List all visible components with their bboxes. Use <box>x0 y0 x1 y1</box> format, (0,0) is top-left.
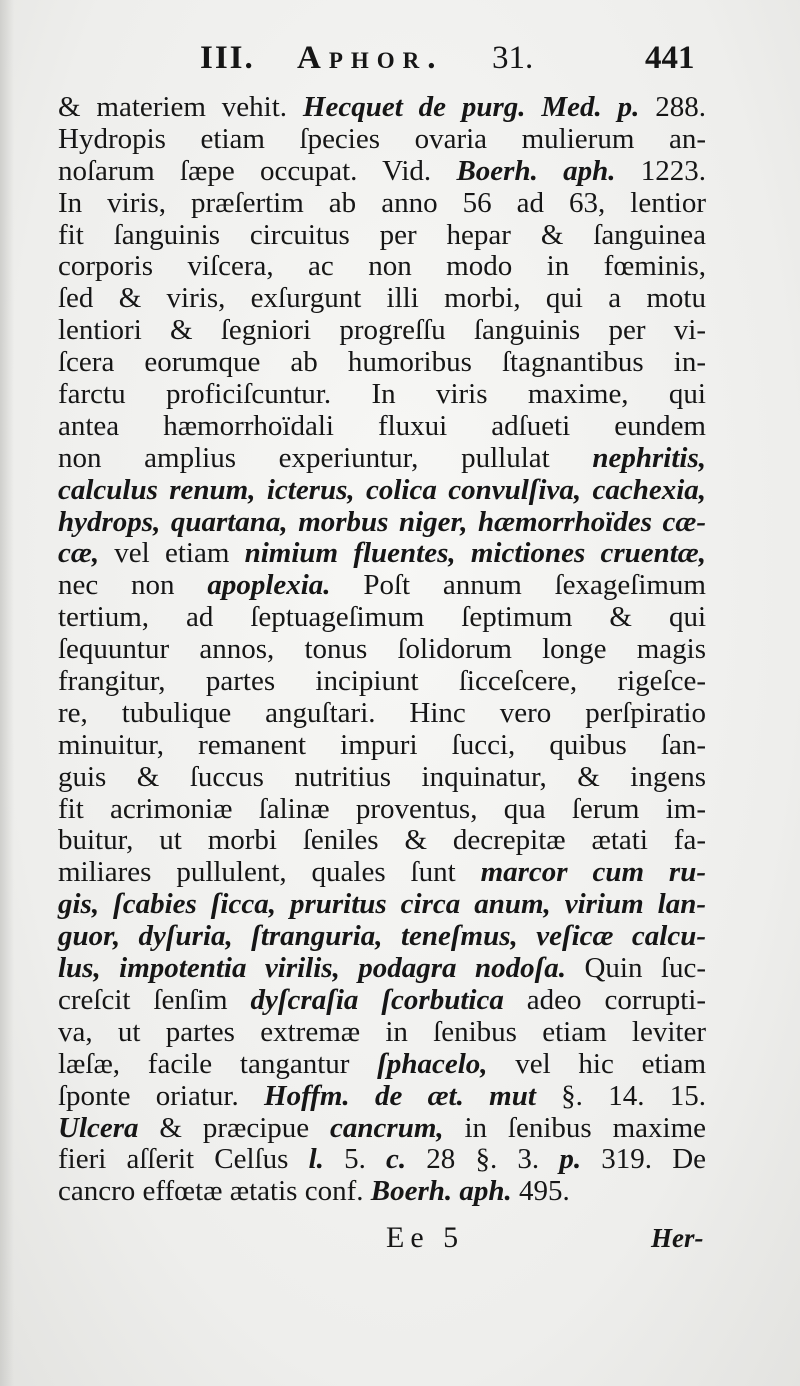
text-line <box>58 698 706 730</box>
page-gutter-shadow <box>0 0 14 1386</box>
italic-text-run: marcor cum ru- <box>480 856 706 889</box>
text-run: minuitur, remanent impuri ſucci, quibus ſan- <box>58 728 706 761</box>
text-run: guis & ſuccus nutritius inquinatur, & ingens <box>58 760 706 793</box>
text-line <box>58 315 706 347</box>
catchword: Her- <box>651 1223 704 1253</box>
text-line <box>58 794 706 826</box>
text-line <box>58 1113 706 1145</box>
text-run: adeo corrupti- <box>503 983 706 1016</box>
text-run: corporis viſcera, ac non modo in fœminis, <box>58 250 706 283</box>
text-line <box>58 283 706 315</box>
text-run: creſcit ſenſim <box>58 983 251 1016</box>
text-run: fit acrimoniæ ſalinæ proventus, qua ſerum im- <box>58 792 706 825</box>
text-run: §. 14. 15. <box>535 1079 706 1112</box>
text-run: læſæ, facile tangantur <box>58 1047 378 1080</box>
text-run: & materiem vehit. <box>58 91 303 123</box>
text-run: Hydropis etiam ſpecies ovaria mulierum an- <box>58 122 706 155</box>
text-line <box>58 825 706 857</box>
text-run: vel etiam <box>99 537 245 570</box>
body-text <box>58 92 706 1208</box>
text-line <box>58 1144 706 1176</box>
italic-text-run: p. <box>559 1143 582 1176</box>
text-line <box>58 634 706 666</box>
text-run: cancro effœtæ ætatis conf. <box>58 1175 371 1208</box>
text-run: fieri aſſerit Celſus <box>58 1143 309 1176</box>
text-run: 1223. <box>615 154 707 187</box>
text-run: & præcipue <box>138 1111 331 1144</box>
italic-text-run: nephritis, <box>592 441 706 474</box>
text-run: ſequuntur annos, tonus ſolidorum longe magis <box>58 633 706 666</box>
text-line <box>58 1017 706 1049</box>
signature-mark: Ee 5 <box>386 1221 465 1254</box>
text-run: 495. <box>511 1175 570 1208</box>
text-line <box>58 188 706 220</box>
italic-text-run: c. <box>386 1143 407 1176</box>
text-run: 5. <box>323 1143 386 1176</box>
text-run: nec non <box>58 569 208 602</box>
page-footer <box>0 1218 800 1258</box>
italic-text-run: hydrops, quartana, morbus niger, hæmorrhoïdes cæ- <box>58 505 706 538</box>
text-run: antea hæmorrhoïdali fluxui adſueti eundem <box>58 409 706 442</box>
text-line <box>58 857 706 889</box>
text-run: 28 §. 3. <box>406 1143 560 1176</box>
italic-text-run: ſphacelo, <box>377 1047 488 1080</box>
running-head-aphor: Aphor. <box>297 40 444 76</box>
text-run: tertium, ad ſeptuageſimum ſeptimum & qui <box>58 601 706 634</box>
italic-text-run: apoplexia. <box>207 569 331 602</box>
text-run: Poſt annum ſexageſimum <box>330 569 706 602</box>
italic-text-run: guor, dyſuria, ſtranguria, teneſmus, veſicæ calcu- <box>58 920 706 953</box>
italic-text-run: Boerh. aph. <box>456 154 616 187</box>
text-line <box>58 124 706 156</box>
text-line <box>58 570 706 602</box>
italic-text-run: gis, ſcabies ſicca, pruritus circa anum, virium lan- <box>58 888 706 921</box>
text-line <box>58 507 706 539</box>
italic-text-run: calculus renum, icterus, colica convulſiva, cachexia, <box>58 473 706 506</box>
text-line <box>58 475 706 507</box>
italic-text-run: l. <box>308 1143 324 1176</box>
text-line <box>58 347 706 379</box>
running-head-number: 31. <box>492 40 534 76</box>
italic-text-run: cæ, <box>58 537 100 570</box>
text-run: farctu proficiſcuntur. In viris maxime, qui <box>58 378 706 411</box>
text-run: In viris, præſertim ab anno 56 ad 63, lentior <box>58 186 706 219</box>
text-line <box>58 1081 706 1113</box>
text-line <box>58 1176 706 1208</box>
text-line <box>58 443 706 475</box>
text-line <box>58 985 706 1017</box>
text-line <box>58 1049 706 1081</box>
running-head-section: III. <box>200 40 255 76</box>
italic-text-run: dyſcraſia ſcorbutica <box>250 983 504 1016</box>
text-line <box>58 762 706 794</box>
italic-text-run: lus, impotentia virilis, podagra nodoſa. <box>58 952 567 985</box>
italic-text-run: Ulcera <box>58 1111 139 1144</box>
text-run: Quin ſuc- <box>566 952 707 985</box>
text-line <box>58 666 706 698</box>
text-line <box>58 538 706 570</box>
page-number: 441 <box>645 40 695 76</box>
italic-text-run: Hoffm. de æt. mut <box>264 1079 536 1112</box>
text-line <box>58 379 706 411</box>
text-run: ſponte oriatur. <box>58 1079 265 1112</box>
text-run: re, tubulique anguſtari. Hinc vero perſpiratio <box>58 696 706 729</box>
text-run: 319. De <box>581 1143 707 1176</box>
text-run: va, ut partes extremæ in ſenibus etiam leviter <box>58 1015 706 1048</box>
text-run: 288. <box>639 91 707 123</box>
text-line <box>58 730 706 762</box>
text-run: non amplius experiuntur, pullulat <box>58 441 593 474</box>
text-run: buitur, ut morbi ſeniles & decrepitæ ætati fa- <box>58 824 706 857</box>
text-run: miliares pullulent, quales ſunt <box>58 856 481 889</box>
text-run: frangitur, partes incipiunt ſicceſcere, rigeſce- <box>58 665 706 698</box>
text-line <box>58 156 706 188</box>
text-run: vel hic etiam <box>487 1047 706 1080</box>
italic-text-run: Hecquet de purg. Med. p. <box>302 91 640 123</box>
text-line <box>58 921 706 953</box>
text-line <box>58 953 706 985</box>
italic-text-run: nimium fluentes, mictiones cruentæ, <box>244 537 707 570</box>
text-run: ſed & viris, exſurgunt illi morbi, qui a motu <box>58 282 706 315</box>
text-run: ſcera eorumque ab humoribus ſtagnantibus in- <box>58 346 706 379</box>
text-line <box>58 92 706 124</box>
italic-text-run: Boerh. aph. <box>370 1175 512 1208</box>
text-line <box>58 251 706 283</box>
text-line <box>58 889 706 921</box>
text-run: fit ſanguinis circuitus per hepar & ſanguinea <box>58 218 706 251</box>
text-run: in ſenibus maxime <box>443 1111 707 1144</box>
text-line <box>58 411 706 443</box>
text-run: noſarum ſæpe occupat. Vid. <box>58 154 457 187</box>
text-line <box>58 602 706 634</box>
text-line <box>58 220 706 252</box>
text-run: lentiori & ſegniori progreſſu ſanguinis per vi- <box>58 314 706 347</box>
italic-text-run: cancrum, <box>330 1111 444 1144</box>
running-head <box>200 34 700 82</box>
